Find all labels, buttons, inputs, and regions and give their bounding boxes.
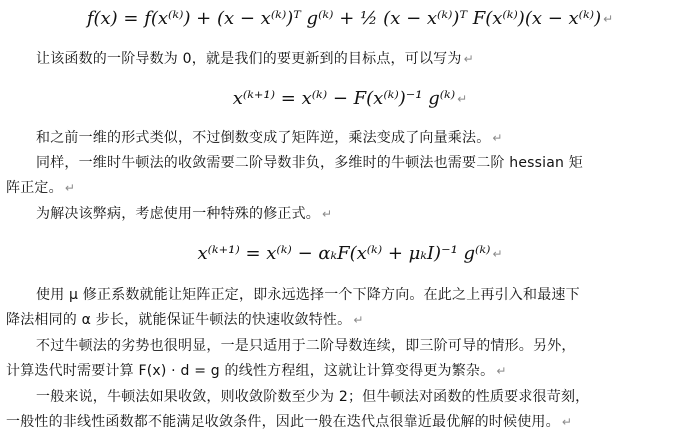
paragraph-text: 使用 μ 修正系数就能让矩阵正定，即永远选择一个下降方向。在此之上再引入和最速下 (36, 287, 580, 303)
paragraph-line (0, 154, 700, 172)
paragraph-text: 让该函数的一阶导数为 0，就是我们的要更新到的目标点，可以写为 (36, 51, 462, 67)
paragraph-text: 同样，一维时牛顿法的收敛需要二阶导数非负，多维时的牛顿法也需要二阶 hessian 矩 (36, 155, 583, 171)
paragraph-return-icon: ↵ (496, 364, 507, 378)
paragraph-text: 为解决该弊病，考虑使用一种特殊的修正式。 (36, 206, 320, 222)
paragraph-return-icon: ↵ (353, 313, 364, 327)
paragraph-line (0, 286, 700, 304)
paragraph-line (0, 337, 700, 355)
equation-text: x⁽ᵏ⁺¹⁾ = x⁽ᵏ⁾ − αₖF(x⁽ᵏ⁾ + μₖI)⁻¹ g⁽ᵏ⁾ (197, 243, 491, 264)
paragraph-line (0, 205, 700, 223)
paragraph-return-icon: ↵ (561, 415, 573, 429)
equation-taylor-expansion (0, 10, 700, 28)
paragraph-return-icon: ↵ (322, 207, 333, 221)
paragraph-text: 计算迭代时需要计算 F(x) · d = g 的线性方程组，这就让计算变得更为繁杂。 (6, 363, 495, 379)
paragraph-line (0, 50, 700, 68)
paragraph-return-icon: ↵ (64, 181, 76, 195)
paragraph-return-icon: ↵ (457, 92, 468, 106)
paragraph-text: 一般性的非线性函数都不能满足收敛条件，因此一般在迭代点很靠近最优解的时候使用。 (6, 414, 560, 430)
paragraph-text: 不过牛顿法的劣势也很明显，一是只适用于二阶导数连续，即三阶可导的情形。另外， (36, 338, 576, 354)
equation-text: f(x) = f(x⁽ᵏ⁾) + (x − x⁽ᵏ⁾)ᵀ g⁽ᵏ⁾ + ½ (x − x⁽ᵏ⁾)ᵀ F(x⁽ᵏ⁾)(x − x⁽ᵏ⁾) (86, 8, 602, 29)
paragraph-line (0, 413, 700, 431)
paragraph-return-icon: ↵ (603, 12, 614, 26)
equation-newton-update (0, 90, 700, 108)
paragraph-text: 降法相同的 α 步长，就能保证牛顿法的快速收敛特性。 (6, 312, 352, 328)
paragraph-line (0, 388, 700, 406)
paragraph-line (0, 179, 700, 197)
paragraph-return-icon: ↵ (492, 131, 503, 145)
paragraph-line (0, 129, 700, 147)
paragraph-line (0, 362, 700, 380)
paragraph-return-icon: ↵ (463, 52, 474, 66)
paragraph-text: 一般来说，牛顿法如果收敛，则收敛阶数至少为 2；但牛顿法对函数的性质要求很苛刻， (36, 389, 590, 405)
paragraph-text: 阵正定。 (6, 180, 63, 196)
equation-modified-newton (0, 245, 700, 263)
equation-text: x⁽ᵏ⁺¹⁾ = x⁽ᵏ⁾ − F(x⁽ᵏ⁾)⁻¹ g⁽ᵏ⁾ (232, 88, 456, 109)
paragraph-return-icon: ↵ (492, 247, 503, 261)
paragraph-text: 和之前一维的形式类似，不过倒数变成了矩阵逆，乘法变成了向量乘法。 (36, 130, 491, 146)
paragraph-line (0, 311, 700, 329)
